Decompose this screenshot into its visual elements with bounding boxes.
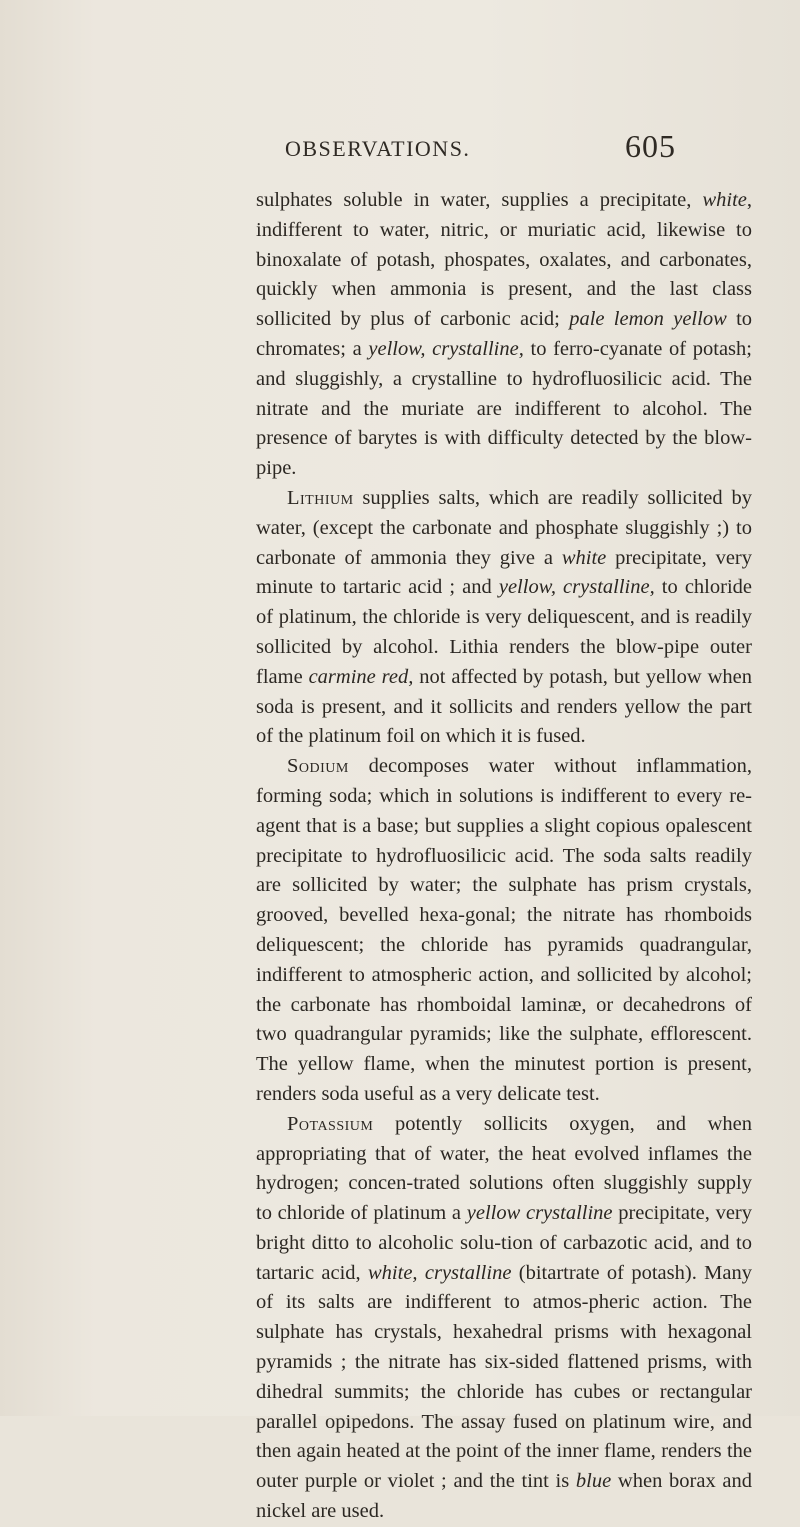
body-text (256, 186, 752, 1527)
italic-run: white (702, 189, 747, 211)
text-run: (bitartrate of potash). Many of its salts are indifferent to atmos-pheric action. The sulphate has crystals, hexahedral prisms with hexagonal pyramids ; the nitrate has six-sided flattened prisms, with dihedral summits; the chloride has cubes or rectangular parallel opipedons. The assay fused on platinum wire, and then again heated at the point of the inner flame, renders the outer purple or violet ; and the tint is (256, 1261, 752, 1493)
text-run: sulphates soluble in water, supplies a precipitate, (256, 189, 703, 211)
page-number: 605 (625, 128, 676, 164)
running-head: OBSERVATIONS. (285, 136, 471, 161)
text-run: supplies salts, which are readily sollicited by water, (except the carbonate and phosphate sluggishly ;) to carbonate of ammonia they give a (256, 486, 752, 569)
italic-run: white (561, 546, 607, 569)
paragraph-sodium (256, 752, 752, 1110)
text-run: decomposes water without inflammation, forming soda; which in solutions is indifferent to every re-agent that is a base; but supplies a slight copious opalescent precipitate to hydrofluosilicic acid. The soda salts readily are sollicited by water; the sulphate has prism crystals, grooved, bevelled hexa-gonal; the nitrate has rhomboids deliquescent; the chloride has pyramids quadrangular, indifferent to atmospheric action, and sollicited by alcohol; the carbonate has rhomboidal laminæ, or decahedrons of two quadrangular pyramids; like the sulphate, efflorescent. The yellow flame, when the minutest portion is present, renders soda useful as a very delicate test. (256, 755, 752, 1105)
italic-run: yellow crystalline (466, 1202, 613, 1225)
italic-run: yellow, crystalline, (498, 576, 655, 599)
italic-run: blue (575, 1470, 612, 1493)
italic-run: yellow, crystalline, (368, 337, 524, 360)
text-run: precipitate, very minute to tartaric acid ; and (256, 546, 753, 599)
italic-run: white, crystalline (368, 1261, 512, 1284)
text-run: potently sollicits oxygen, and when appropriating that of water, the heat evolved inflames the hydrogen; concen-trated solutions often sluggishly supply to chloride of platinum a (256, 1112, 752, 1225)
text-run: to ferro-cyanate of potash; and sluggishly, a crystalline to hydrofluosilicic acid. The nitrate and the muriate are indifferent to alcohol. The presence of barytes is with difficulty detected by the blow-pipe. (256, 337, 752, 480)
text-run: to chloride of platinum, the chloride is very deliquescent, and is readily sollicited by alcohol. Lithia renders the blow-pipe outer flame (256, 576, 752, 688)
text-run: not affected by potash, but yellow when soda is present, and it sollicits and renders yellow the part of the platinum foil on which it is fused. (256, 665, 752, 748)
paragraph-lead-word: Sodium (287, 755, 349, 778)
paragraph-lead-word: Lithium (287, 486, 354, 509)
paragraph-lead-word: Potassium (287, 1112, 374, 1135)
paragraph-lithium (256, 484, 752, 752)
paragraph-barytes (256, 186, 752, 484)
page-header (0, 128, 800, 168)
text-run: , indifferent to water, nitric, or muriatic acid, likewise to binoxalate of potash, phospates, oxalates, and carbonates, quickly when ammonia is present, and the last class sollicited by plus of carbonic acid; (256, 189, 752, 331)
text-run: to chromates; a (256, 308, 753, 360)
italic-run: carmine red, (308, 665, 414, 688)
italic-run: pale lemon yellow (569, 308, 727, 331)
text-run: when borax and nickel are used. (256, 1470, 752, 1523)
paragraph-potassium (256, 1110, 752, 1527)
text-run: precipitate, very bright ditto to alcoholic solu-tion of carbazotic acid, and to tartaric acid, (256, 1202, 753, 1284)
